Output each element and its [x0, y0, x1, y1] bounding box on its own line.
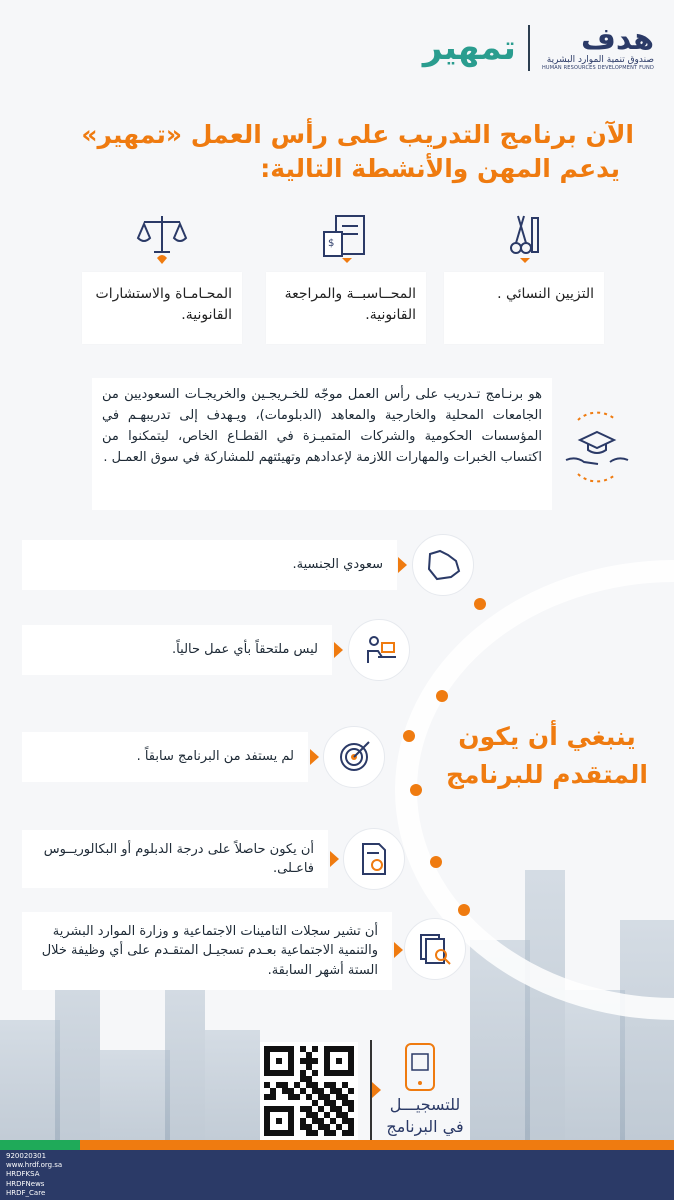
activity-hairdressing: [444, 210, 604, 345]
activity-law: [82, 210, 242, 345]
footer-green-stripe: [0, 1140, 80, 1150]
requirement-text: ليس ملتحقاً بأي عمل حالياً.: [172, 642, 318, 658]
requirement-text: أن تشير سجلات التامينات الاجتماعية و وزارة الموارد البشرية والتنمية الاجتماعية بعـدم تسجيـل المتقـدم على أي وظيفة خلال الستة أشهر السابقة.: [41, 923, 378, 978]
requirement-text: أن يكون حاصلاً على درجة الدبلوم أو البكالوريــوس فاعـلى.: [43, 841, 314, 876]
title-line-1: الآن برنامج التدريب على رأس العمل «تمهير»: [81, 120, 634, 149]
activity-label: التزيين النسائي .: [444, 272, 604, 344]
activity-label: المحــاسبــة والمراجعة القانونية.: [266, 272, 426, 344]
timeline-dot: [410, 784, 422, 796]
documents-search-icon: [404, 918, 466, 980]
arrow-icon: [334, 642, 343, 658]
requirement-not-benefited: [22, 732, 308, 782]
timeline-dot: [430, 856, 442, 868]
timeline-dot: [403, 730, 415, 742]
certificate-icon: [343, 828, 405, 890]
requirement-degree: [22, 830, 328, 888]
title-line-2: يدعم المهن والأنشطة التالية:: [260, 153, 620, 183]
logo-divider: [528, 25, 530, 71]
requirement-nationality: [22, 540, 397, 590]
page-title: [34, 118, 634, 186]
hrdf-logo: [541, 22, 654, 71]
requirement-text: لم يستفد من البرنامج سابقاً .: [136, 749, 294, 765]
footer-bar: [0, 1150, 674, 1200]
contact-phone[interactable]: 920020301: [6, 1152, 47, 1160]
accounting-icon: [316, 210, 376, 270]
contact-website[interactable]: www.hrdf.org.sa: [6, 1161, 63, 1170]
timeline-dot: [474, 598, 486, 610]
contact-social-ksa[interactable]: HRDFKSA: [6, 1170, 40, 1179]
footer-contacts: [6, 1152, 62, 1198]
contact-social-news[interactable]: HRDFNews: [6, 1179, 45, 1188]
arrow-icon: [330, 851, 339, 867]
contact-social-care[interactable]: HRDF_Care: [6, 1188, 46, 1197]
registration-qr-code[interactable]: [260, 1042, 358, 1140]
qr-code-pattern: [264, 1046, 354, 1136]
target-icon: [323, 726, 385, 788]
program-description: هو برنـامج تـدريب على رأس العمل موجّه للخـريجـين والخريجـات السعوديين من الجامعات المحلية والخارجية والمعاهد (الدبلومات)، ويـهدف إلى تدريبهـم في المؤسسات الحكومية والشركات المتميـزة في القطـاع الخاص، ليتمكنوا من اكتساب الخبرات والمهارات اللازمة لإعدادهم وتهيئتهم للمشاركة في سوق العمـل .: [92, 378, 552, 510]
requirements-title: ينبغي أن يكون المتقدم للبرنامج: [445, 722, 648, 789]
arrow-icon: [394, 942, 403, 958]
timeline-dot: [436, 690, 448, 702]
hrdf-logo-mark: هدف: [581, 22, 654, 57]
hrdf-logo-arabic: صندوق تنمية الموارد البشرية: [546, 55, 654, 65]
svg-text:$: $: [328, 238, 335, 249]
arrow-icon: [398, 557, 407, 573]
requirement-unemployed: [22, 625, 332, 675]
phone-icon: [404, 1042, 436, 1092]
requirement-no-recent-job: [22, 912, 392, 990]
scales-icon: [132, 210, 192, 270]
tamheer-logo: تمهير: [422, 28, 516, 68]
hrdf-logo-english: HUMAN RESOURCES DEVELOPMENT FUND: [541, 65, 654, 71]
footer-orange-stripe: [80, 1140, 674, 1150]
arrow-icon: [310, 749, 319, 765]
header-logos: [423, 18, 654, 78]
desk-worker-icon: [348, 619, 410, 681]
saudi-map-icon: [412, 534, 474, 596]
timeline-dot: [458, 904, 470, 916]
requirement-text: سعودي الجنسية.: [292, 557, 383, 573]
graduation-hands-icon: [560, 410, 634, 484]
registration-text: للتسجيـــل في البرنامج: [386, 1095, 464, 1137]
scissors-comb-icon: [494, 210, 554, 270]
activity-accounting: [266, 210, 426, 345]
activity-label: المحـامـاة والاستشارات القانونية.: [82, 272, 242, 344]
